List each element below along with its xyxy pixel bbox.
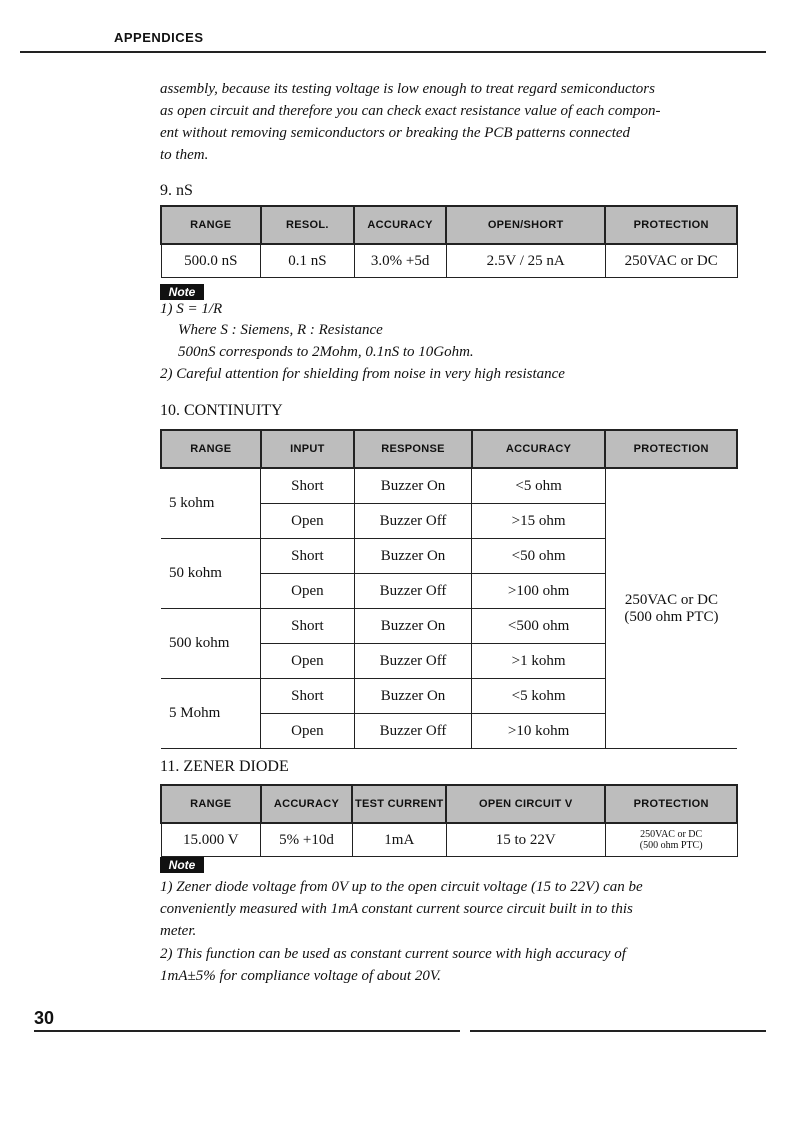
intro-line: assembly, because its testing voltage is low enough to treat regard semiconductors bbox=[160, 81, 655, 97]
header-rule bbox=[20, 51, 766, 53]
section-title-zener: 11. ZENER DIODE bbox=[160, 758, 289, 775]
column-header: PROTECTION bbox=[605, 785, 737, 823]
table-cell: 3.0% +5d bbox=[354, 244, 446, 278]
protection-cell bbox=[605, 468, 737, 749]
column-header: RANGE bbox=[161, 785, 261, 823]
table-cell: Open bbox=[261, 644, 355, 679]
ns-spec-table bbox=[160, 205, 738, 278]
table-cell: <500 ohm bbox=[472, 609, 606, 644]
protection-line: (500 ohm PTC) bbox=[624, 608, 719, 625]
column-header: OPEN CIRCUIT V bbox=[446, 785, 605, 823]
table-cell: Buzzer On bbox=[354, 539, 472, 574]
protection-cell bbox=[605, 823, 737, 857]
section-title-continuity: 10. CONTINUITY bbox=[160, 402, 283, 419]
column-header: RANGE bbox=[161, 206, 261, 244]
table-cell: 15 to 22V bbox=[446, 823, 605, 857]
table-cell: Buzzer Off bbox=[354, 574, 472, 609]
table-row bbox=[161, 823, 737, 857]
range-cell: 500 kohm bbox=[161, 609, 261, 679]
footer-rule bbox=[34, 1030, 460, 1032]
column-header: PROTECTION bbox=[605, 206, 737, 244]
intro-line: to them. bbox=[160, 147, 209, 163]
note-line: meter. bbox=[160, 923, 197, 939]
table-row bbox=[161, 468, 737, 504]
table-cell: >1 kohm bbox=[472, 644, 606, 679]
range-cell: 50 kohm bbox=[161, 539, 261, 609]
table-cell: Buzzer Off bbox=[354, 714, 472, 749]
table-cell: 0.1 nS bbox=[261, 244, 355, 278]
section-title-ns: 9. nS bbox=[160, 182, 193, 199]
table-cell: <5 kohm bbox=[472, 679, 606, 714]
intro-paragraph bbox=[160, 78, 760, 166]
table-cell: Buzzer Off bbox=[354, 504, 472, 539]
table-cell: Short bbox=[261, 609, 355, 644]
note-line: conveniently measured with 1mA constant current source circuit built in to this bbox=[160, 901, 633, 917]
range-cell: 5 Mohm bbox=[161, 679, 261, 749]
note-line: 2) This function can be used as constant current source with high accuracy of bbox=[160, 946, 626, 962]
table-header-row bbox=[161, 430, 737, 468]
table-cell: 500.0 nS bbox=[161, 244, 261, 278]
table-cell: <50 ohm bbox=[472, 539, 606, 574]
table-cell: Buzzer On bbox=[354, 679, 472, 714]
footer-rule bbox=[470, 1030, 766, 1032]
column-header: PROTECTION bbox=[605, 430, 737, 468]
table-cell: Open bbox=[261, 714, 355, 749]
intro-line: ent without removing semiconductors or breaking the PCB patterns connected bbox=[160, 125, 631, 141]
table-cell: >15 ohm bbox=[472, 504, 606, 539]
table-cell: 5% +10d bbox=[261, 823, 353, 857]
continuity-spec-table bbox=[160, 429, 738, 749]
column-header: RANGE bbox=[161, 430, 261, 468]
column-header: RESPONSE bbox=[354, 430, 472, 468]
column-header: OPEN/SHORT bbox=[446, 206, 605, 244]
note-line: 500nS corresponds to 2Mohm, 0.1nS to 10Gohm. bbox=[178, 344, 474, 360]
table-cell: Open bbox=[261, 574, 355, 609]
table-cell: Short bbox=[261, 539, 355, 574]
table-header-row bbox=[161, 206, 737, 244]
note-badge: Note bbox=[160, 857, 204, 873]
column-header: ACCURACY bbox=[261, 785, 353, 823]
range-cell: 5 kohm bbox=[161, 468, 261, 539]
note-line: 2) Careful attention for shielding from noise in very high resistance bbox=[160, 366, 565, 382]
note-line: Where S : Siemens, R : Resistance bbox=[178, 322, 383, 338]
column-header: INPUT bbox=[261, 430, 355, 468]
zener-spec-table bbox=[160, 784, 738, 857]
table-header-row bbox=[161, 785, 737, 823]
protection-line: 250VAC or DC bbox=[624, 591, 718, 608]
table-cell: Buzzer On bbox=[354, 609, 472, 644]
table-cell: 2.5V / 25 nA bbox=[446, 244, 605, 278]
column-header: TEST CURRENT bbox=[352, 785, 446, 823]
table-cell: Open bbox=[261, 504, 355, 539]
table-cell: >100 ohm bbox=[472, 574, 606, 609]
table-cell: Buzzer On bbox=[354, 468, 472, 504]
protection-line: 250VAC or DC bbox=[640, 829, 703, 840]
column-header: RESOL. bbox=[261, 206, 355, 244]
running-header: APPENDICES bbox=[114, 30, 204, 45]
table-row bbox=[161, 244, 737, 278]
table-cell: 15.000 V bbox=[161, 823, 261, 857]
table-cell: Buzzer Off bbox=[354, 644, 472, 679]
note-line: 1) S = 1/R bbox=[160, 301, 223, 317]
table-cell: 1mA bbox=[352, 823, 446, 857]
note-badge: Note bbox=[160, 284, 204, 300]
table-cell: Short bbox=[261, 679, 355, 714]
table-cell: >10 kohm bbox=[472, 714, 606, 749]
note-line: 1) Zener diode voltage from 0V up to the open circuit voltage (15 to 22V) can be bbox=[160, 879, 643, 895]
protection-line: (500 ohm PTC) bbox=[639, 840, 703, 851]
intro-line: as open circuit and therefore you can check exact resistance value of each compon- bbox=[160, 103, 661, 119]
table-cell: 250VAC or DC bbox=[605, 244, 737, 278]
column-header: ACCURACY bbox=[472, 430, 606, 468]
note-line: 1mA±5% for compliance voltage of about 20V. bbox=[160, 968, 441, 984]
column-header: ACCURACY bbox=[354, 206, 446, 244]
table-cell: <5 ohm bbox=[472, 468, 606, 504]
page-number: 30 bbox=[34, 1008, 55, 1028]
table-cell: Short bbox=[261, 468, 355, 504]
